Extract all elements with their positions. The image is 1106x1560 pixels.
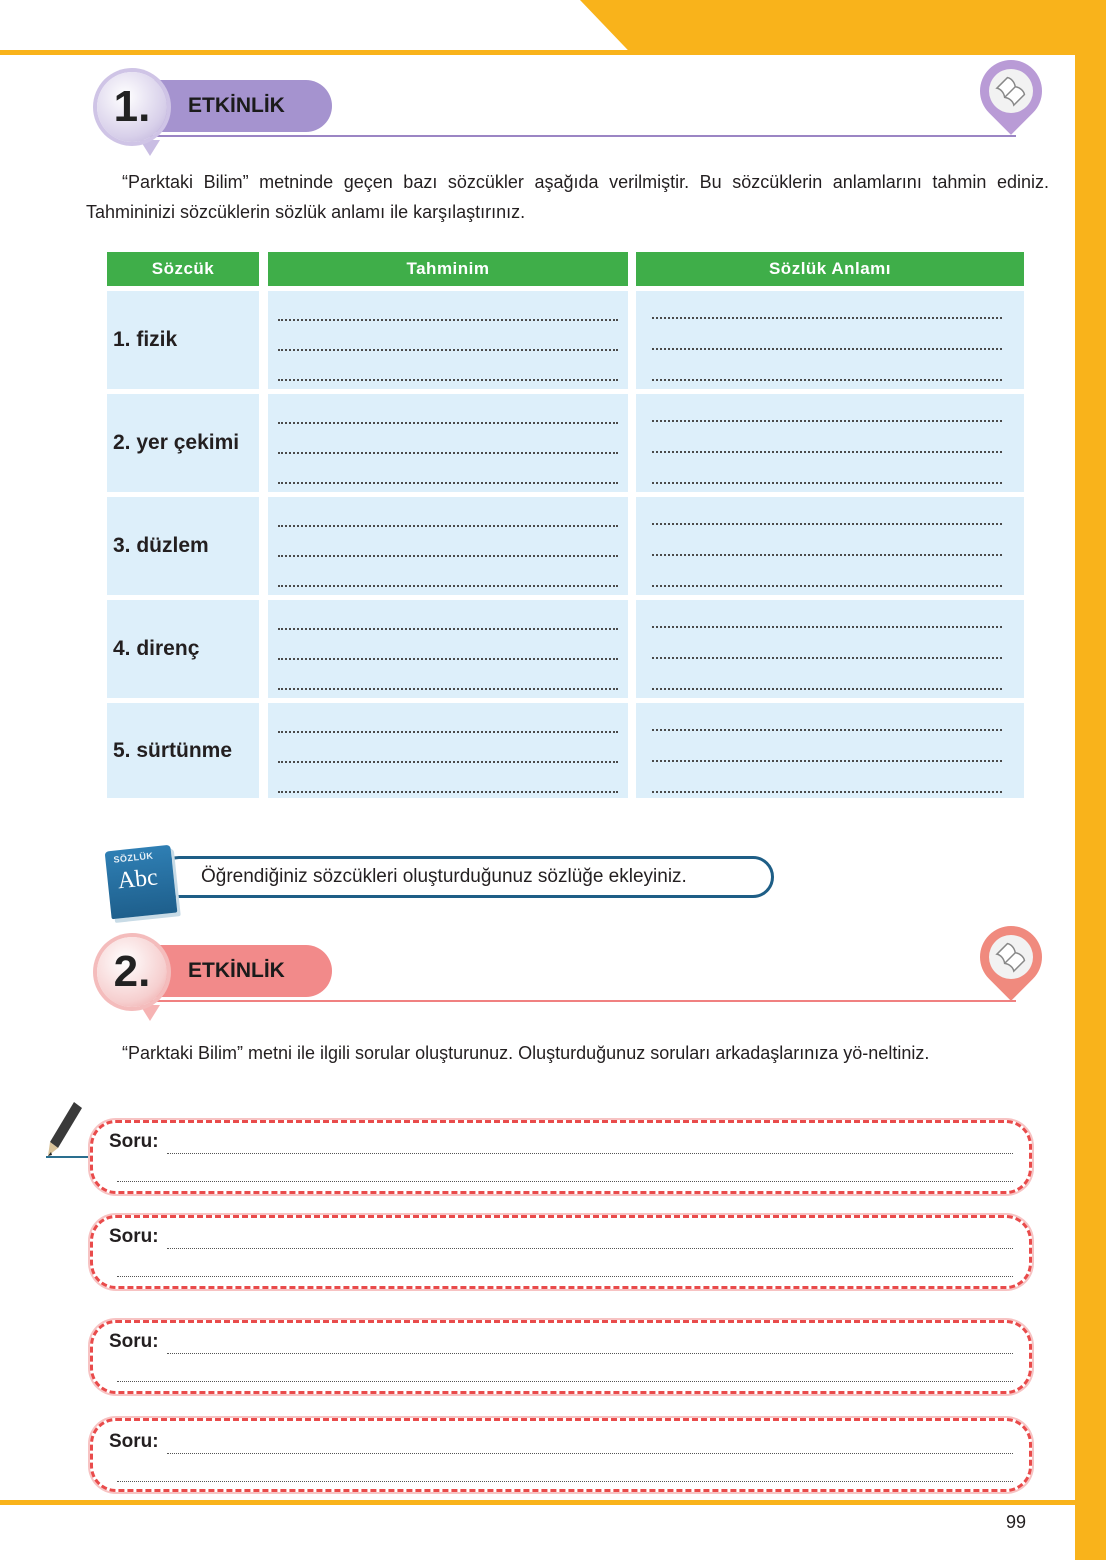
definition-cell[interactable] [636, 600, 1024, 698]
question-box[interactable] [90, 1215, 1032, 1289]
bottom-border [0, 1500, 1106, 1505]
question-label: Soru: [109, 1331, 159, 1352]
top-tab-decoration [580, 0, 1106, 55]
definition-cell[interactable] [636, 394, 1024, 492]
guess-cell[interactable] [268, 394, 628, 492]
activity1-number: 1. [97, 72, 167, 142]
activity1-label: ETKİNLİK [150, 80, 332, 132]
definition-cell[interactable] [636, 703, 1024, 798]
definition-cell[interactable] [636, 497, 1024, 595]
table-header-tahminim: Tahminim [268, 252, 628, 286]
dictionary-book-icon [105, 845, 178, 920]
question-box[interactable] [90, 1120, 1032, 1194]
book-pin-icon [980, 60, 1042, 122]
question-label: Soru: [109, 1431, 159, 1452]
question-box[interactable] [90, 1418, 1032, 1492]
question-label: Soru: [109, 1226, 159, 1247]
guess-cell[interactable] [268, 703, 628, 798]
book-label: SÖZLÜK [113, 850, 154, 865]
table-row-word: 3. düzlem [107, 497, 259, 595]
page-number: 99 [997, 1508, 1035, 1536]
table-row-word: 5. sürtünme [107, 703, 259, 798]
book-pin-icon [980, 926, 1042, 988]
top-border [0, 50, 1080, 55]
activity2-instruction: “Parktaki Bilim” metni ile ilgili sorular oluşturunuz. Oluşturduğunuz soruları arkadaşlarınıza yö-neltiniz. [122, 1043, 930, 1063]
guess-cell[interactable] [268, 600, 628, 698]
question-box[interactable] [90, 1320, 1032, 1394]
activity1-bubble-tail [140, 140, 160, 156]
guess-cell[interactable] [268, 291, 628, 389]
table-header-sozcuk: Sözcük [107, 252, 259, 286]
table-header-sozluk-anlami: Sözlük Anlamı [636, 252, 1024, 286]
activity2-label: ETKİNLİK [150, 945, 332, 997]
dictionary-note: Öğrendiğiniz sözcükleri oluşturduğunuz sözlüğe ekleyiniz. [158, 856, 774, 898]
book-title: Abc [116, 864, 159, 895]
table-row-word: 2. yer çekimi [107, 394, 259, 492]
activity2-rule [150, 1000, 1016, 1002]
table-row-word: 1. fizik [107, 291, 259, 389]
definition-cell[interactable] [636, 291, 1024, 389]
question-label: Soru: [109, 1131, 159, 1152]
activity1-rule [150, 135, 1016, 137]
activity2-bubble-tail [140, 1005, 160, 1021]
right-border [1075, 0, 1106, 1560]
guess-cell[interactable] [268, 497, 628, 595]
activity1-instruction: “Parktaki Bilim” metninde geçen bazı sözcükler aşağıda verilmiştir. Bu sözcüklerin anlamlarını tahmin ediniz. Tahmininizi sözcüklerin sözlük anlamı ile karşılaştırınız. [86, 172, 1049, 222]
table-row-word: 4. direnç [107, 600, 259, 698]
activity2-number: 2. [97, 937, 167, 1007]
pencil-icon [44, 1100, 92, 1160]
